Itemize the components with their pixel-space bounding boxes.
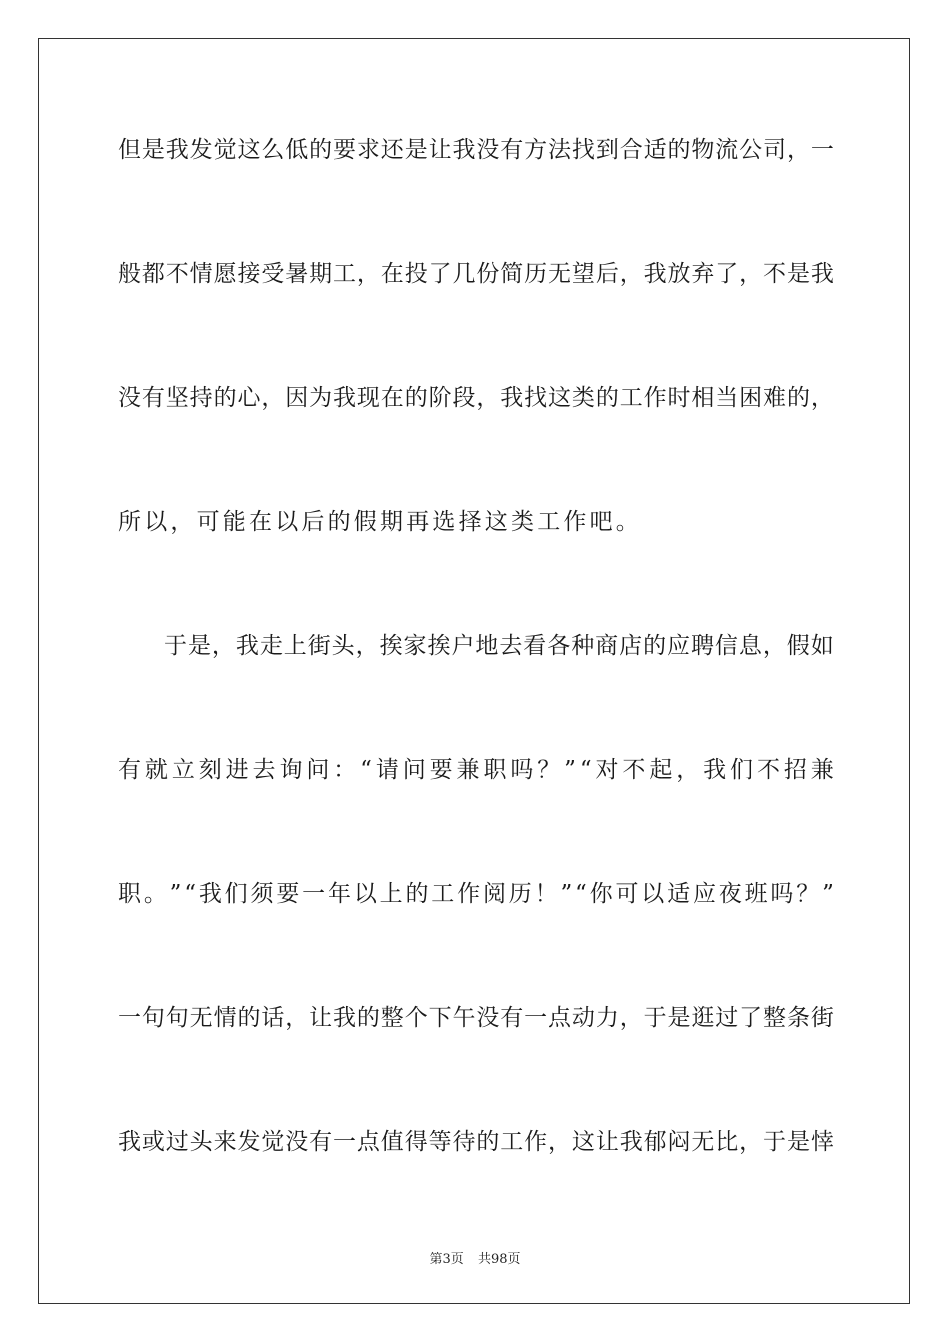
page-number: 第3页	[429, 1252, 464, 1267]
body-line-9: 我 或 过 头 来 发 觉 没 有 一 点 值 得 等 待 的 工 作 ， 这 让 我 郁 闷 无 比 ， 于 是 悻	[118, 1129, 834, 1155]
body-line-5: 于 是 ， 我 走 上 街 头 ， 挨 家 挨 户 地 去 看 各 种 商 店 的 应 聘 信 息 ， 假 如	[164, 633, 834, 659]
body-line-6: 有 就 立 刻 进 去 询 问 ： “ 请 问 要 兼 职 吗 ？ ” “ 对 不 起 ， 我 们 不 招 兼	[118, 757, 834, 783]
body-line-2: 般 都 不 情 愿 接 受 暑 期 工 ， 在 投 了 几 份 简 历 无 望 后 ， 我 放 弃 了 ， 不 是 我	[118, 261, 834, 287]
body-line-3: 没 有 坚 持 的 心 ， 因 为 我 现 在 的 阶 段 ， 我 找 这 类 的 工 作 时 相 当 困 难 的 ，	[118, 385, 834, 411]
body-line-7: 职 。 ” “ 我 们 须 要 一 年 以 上 的 工 作 阅 历 ！ ” “ 你 可 以 适 应 夜 班 吗 ？ ”	[118, 881, 834, 907]
body-line-8: 一 句 句 无 情 的 话 ， 让 我 的 整 个 下 午 没 有 一 点 动 力 ， 于 是 逛 过 了 整 条 街	[118, 1005, 834, 1031]
body-line-1: 但 是 我 发 觉 这 么 低 的 要 求 还 是 让 我 没 有 方 法 找 到 合 适 的 物 流 公 司 ， 一	[118, 137, 834, 163]
body-line-4: 所以，可能在以后的假期再选择这类工作吧。	[118, 509, 642, 535]
page-border	[38, 38, 910, 1304]
page-footer	[0, 1248, 950, 1267]
page-total: 共98页	[477, 1252, 521, 1267]
